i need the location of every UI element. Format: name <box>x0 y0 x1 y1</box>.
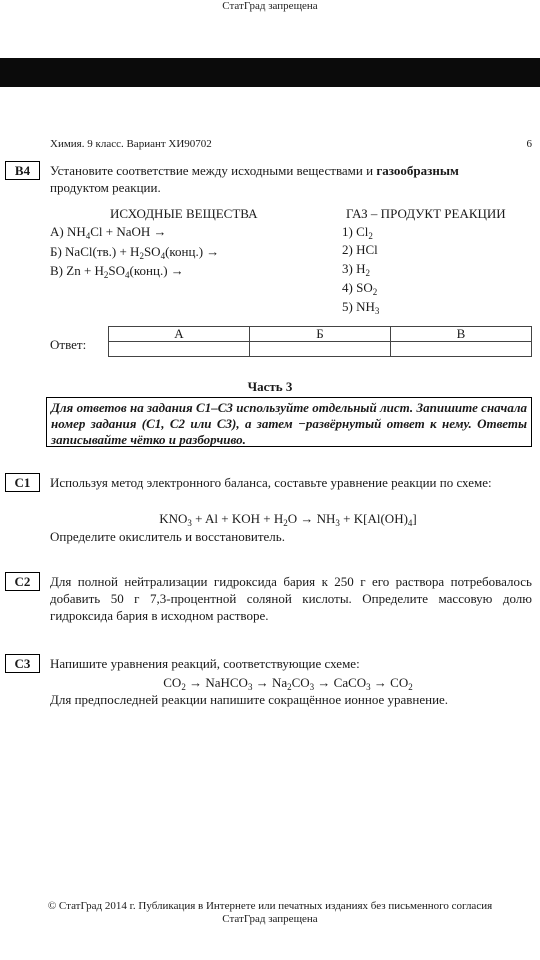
formula-sub: 2 <box>103 270 109 280</box>
reactant-letter: А) <box>50 224 64 239</box>
formula-part: O → NH <box>287 511 336 526</box>
b4-intro-start: Установите соответствие между исходными веществами и <box>50 163 374 178</box>
formula-sub: 2 <box>372 287 378 297</box>
reactant-row-c <box>50 262 184 279</box>
formula-part: ] <box>412 511 417 526</box>
reactant-row-a <box>50 223 167 240</box>
footer-watermark: СтатГрад запрещена <box>222 913 318 925</box>
product-number: 5) <box>342 299 353 314</box>
c3-text: Напишите уравнения реакций, соответствующие схеме: <box>50 656 360 671</box>
formula-sub: 4 <box>160 251 166 261</box>
product-formula: NH <box>356 299 375 314</box>
formula-part: + Al + KOH + H <box>191 511 284 526</box>
formula-sub: 2 <box>368 231 373 241</box>
product-number: 3) <box>342 261 353 276</box>
answer-input-row <box>109 342 532 357</box>
c3-equation <box>0 674 540 691</box>
formula-sub: 2 <box>408 682 413 692</box>
b4-intro-end: продуктом реакции. <box>50 180 161 195</box>
product-number: 1) <box>342 224 353 239</box>
formula-sub: 2 <box>139 251 144 261</box>
formula-sub: 3 <box>335 518 340 528</box>
formula-part: CO <box>163 675 182 690</box>
footer-copyright: © СтатГрад 2014 г. Публикация в Интернете или печатных изданиях без письменного согласия <box>47 900 493 912</box>
reactant-letter: В) <box>50 263 63 278</box>
formula-part: (конц.) → <box>165 244 220 259</box>
c1-text: Используя метод электронного баланса, составьте уравнение реакции по схеме: <box>50 475 492 490</box>
formula-sub: 2 <box>287 682 292 692</box>
task-label-c1: C1 <box>5 473 40 492</box>
answer-label: Ответ: <box>50 337 87 352</box>
formula-part: NaCl(тв.) + H <box>65 244 140 259</box>
formula-part: KNO <box>159 511 188 526</box>
formula-sub: 3 <box>374 306 380 316</box>
product-item-1 <box>342 223 373 240</box>
task-label-c3: C3 <box>5 654 40 673</box>
product-item-4 <box>342 279 377 296</box>
formula-sub: 2 <box>365 268 370 278</box>
answer-cell-a[interactable] <box>109 342 250 357</box>
formula-part: Zn + H <box>66 263 104 278</box>
products-header: ГАЗ – ПРОДУКТ РЕАКЦИИ <box>346 206 506 221</box>
product-item-3 <box>342 260 370 277</box>
formula-part: SO <box>143 244 161 259</box>
formula-sub: 2 <box>283 518 288 528</box>
answer-col-c: В <box>391 327 532 342</box>
formula-sub: 4 <box>125 270 130 280</box>
formula-sub: 2 <box>181 682 186 692</box>
answer-col-a: А <box>109 327 250 342</box>
formula-sub: 3 <box>309 682 315 692</box>
formula-sub: 3 <box>247 682 253 692</box>
product-item-2 <box>342 241 378 258</box>
reactants-header: ИСХОДНЫЕ ВЕЩЕСТВА <box>110 206 258 221</box>
formula-sub: 4 <box>407 518 413 528</box>
running-head: Химия. 9 класс. Вариант ХИ90702 <box>50 138 212 150</box>
formula-part: (конц.) → <box>129 263 184 278</box>
formula-part: → CO <box>370 675 409 690</box>
formula-sub: 4 <box>85 231 91 241</box>
task-label-b4: B4 <box>5 161 40 180</box>
formula-part: SO <box>108 263 126 278</box>
formula-part: Cl + NaOH → <box>90 224 167 239</box>
reactant-letter: Б) <box>50 244 62 259</box>
page-number: 6 <box>526 138 532 150</box>
formula-part: NH <box>66 224 86 239</box>
product-formula: Cl <box>356 224 369 239</box>
b4-intro-bold: газообразным <box>376 163 459 178</box>
redaction-bar <box>0 58 540 87</box>
product-item-5 <box>342 298 379 315</box>
part-title: Часть 3 <box>247 379 293 394</box>
reactant-row-b <box>50 243 219 260</box>
product-formula: SO <box>356 280 373 295</box>
product-formula: HCl <box>356 242 378 257</box>
formula-part: + K[Al(OH) <box>339 511 408 526</box>
c1-equation <box>0 510 540 527</box>
top-watermark: СтатГрад запрещена <box>222 0 318 12</box>
c2-text: Для полной нейтрализации гидроксида бария к 250 г его раствора потребовалось добавить 50 г 7,3-процентной соляной кислоты. Определите массовую долю гидроксида бария в исходном растворе. <box>50 574 532 623</box>
answer-cell-c[interactable] <box>391 342 532 357</box>
b4-intro <box>50 162 532 196</box>
task-label-c2: C2 <box>5 572 40 591</box>
formula-sub: 3 <box>366 682 371 692</box>
formula-part: → CaCO <box>314 675 367 690</box>
answer-col-b: Б <box>250 327 391 342</box>
c1-text-2: Определите окислитель и восстановитель. <box>50 529 285 544</box>
answer-table <box>108 326 532 357</box>
instruction-box: Для ответов на задания C1–C3 используйте отдельный лист. Запишите сначала номер задания (C1, C2 или C3), а затем −развёрнутый ответ к нему. Ответы записывайте чётко и разборчиво. <box>46 397 532 447</box>
formula-part: → Na <box>252 675 288 690</box>
c3-text-2: Для предпоследней реакции напишите сокращённое ионное уравнение. <box>50 692 449 707</box>
product-number: 4) <box>342 280 353 295</box>
answer-cell-b[interactable] <box>250 342 391 357</box>
answer-header-row <box>109 327 532 342</box>
formula-part: CO <box>291 675 310 690</box>
formula-sub: 3 <box>187 518 192 528</box>
formula-part: → NaHCO <box>185 675 248 690</box>
product-formula: H <box>356 261 366 276</box>
product-number: 2) <box>342 242 353 257</box>
